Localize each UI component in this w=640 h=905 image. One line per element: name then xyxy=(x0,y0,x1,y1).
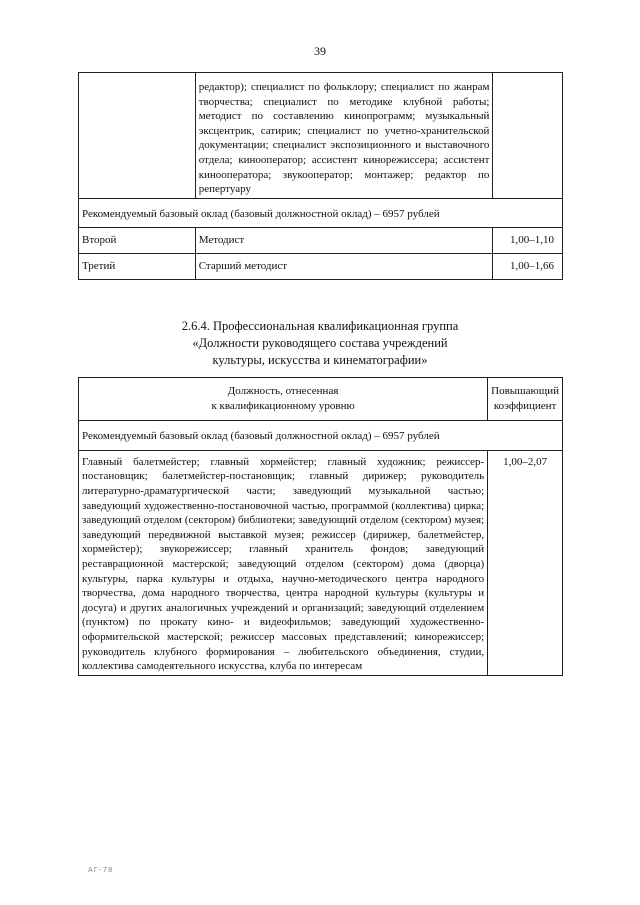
table-row xyxy=(79,450,563,675)
table-header-row xyxy=(79,378,563,421)
level-cell: Третий xyxy=(79,253,196,279)
section-heading-line: 2.6.4. Профессиональная квалификационная группа xyxy=(181,319,459,333)
coef-cell: 1,00–1,66 xyxy=(493,253,563,279)
coef-cell: 1,00–1,10 xyxy=(493,228,563,254)
positions-table-continued xyxy=(78,72,563,280)
table-row-salary xyxy=(79,421,563,451)
coef-cell: 1,00–2,07 xyxy=(488,450,563,675)
positions-text: редактор); специалист по фольклору; специалист по жанрам творчества; специалист по методике клубной работы; методист по составлению кинопрограмм; музыкальный эксцентрик, сатирик; специалист по учетно-хранительской документации; специалист экспозиционного и выставочного отдела; кинооператор; ассистент кинорежиссера; ассистент кинооператора; звукооператор; монтажер; редактор по репертуару xyxy=(195,73,493,199)
section-heading-line: культуры, искусства и кинематографии» xyxy=(212,353,428,367)
position-cell: Методист xyxy=(195,228,493,254)
salary-note: Рекомендуемый базовый оклад (базовый должностной оклад) – 6957 рублей xyxy=(79,421,563,451)
table-row-salary xyxy=(79,198,563,228)
positions-text: Главный балетмейстер; главный хормейстер; главный художник; режиссер-постановщик; балетмейстер-постановщик; главный дирижер; руководитель литературно-драматургической части; заведующий музыкальной частью; заведующий художественно-постановочной частью, программой (коллектива) цирка; заведующий отделом (сектором) библиотеки; заведующий отделом (сектором) музея; заведующий передвижной выставкой музея; режиссер (дирижер, балетмейстер, хормейстер); звукорежиссер; главный хранитель фондов; заведующий реставрационной мастерской; заведующий отделом (сектором) дома (дворца) культуры, парка культуры и отдыха, научно-методического центра народного творчества, дома народного творчества, центра народной культуры (культуры и досуга) и других аналогичных учреждений и организаций; заведующий отделением (пунктом) по прокату кино- и видеофильмов; заведующий художественно-оформительской мастерской; режиссер массовых представлений; кинорежиссер; руководитель клубного формирования – любительского объединения, студии, коллектива самодеятельного искусства, клуба по интересам xyxy=(79,450,488,675)
header-position-line: Должность, отнесенная xyxy=(227,385,339,397)
section-heading xyxy=(60,318,580,369)
header-position xyxy=(79,378,488,421)
header-coefficient-line: коэффициент xyxy=(493,399,557,412)
footer-mark: АГ-78 xyxy=(88,866,114,874)
management-positions-table xyxy=(78,377,563,676)
position-cell: Старший методист xyxy=(195,253,493,279)
table-row xyxy=(79,228,563,254)
table-row xyxy=(79,253,563,279)
level-cell: Второй xyxy=(79,228,196,254)
section-heading-line: «Должности руководящего состава учреждений xyxy=(192,336,448,350)
table-row-continuation xyxy=(79,73,563,199)
header-coefficient xyxy=(488,378,563,421)
salary-note: Рекомендуемый базовый оклад (базовый должностной оклад) – 6957 рублей xyxy=(79,198,563,228)
header-position-line: к квалификационному уровню xyxy=(211,399,355,412)
page-number: 39 xyxy=(314,44,326,58)
header-coefficient-line: Повышающий xyxy=(491,385,559,397)
level-cell-empty xyxy=(79,73,196,199)
coef-cell-empty xyxy=(493,73,563,199)
